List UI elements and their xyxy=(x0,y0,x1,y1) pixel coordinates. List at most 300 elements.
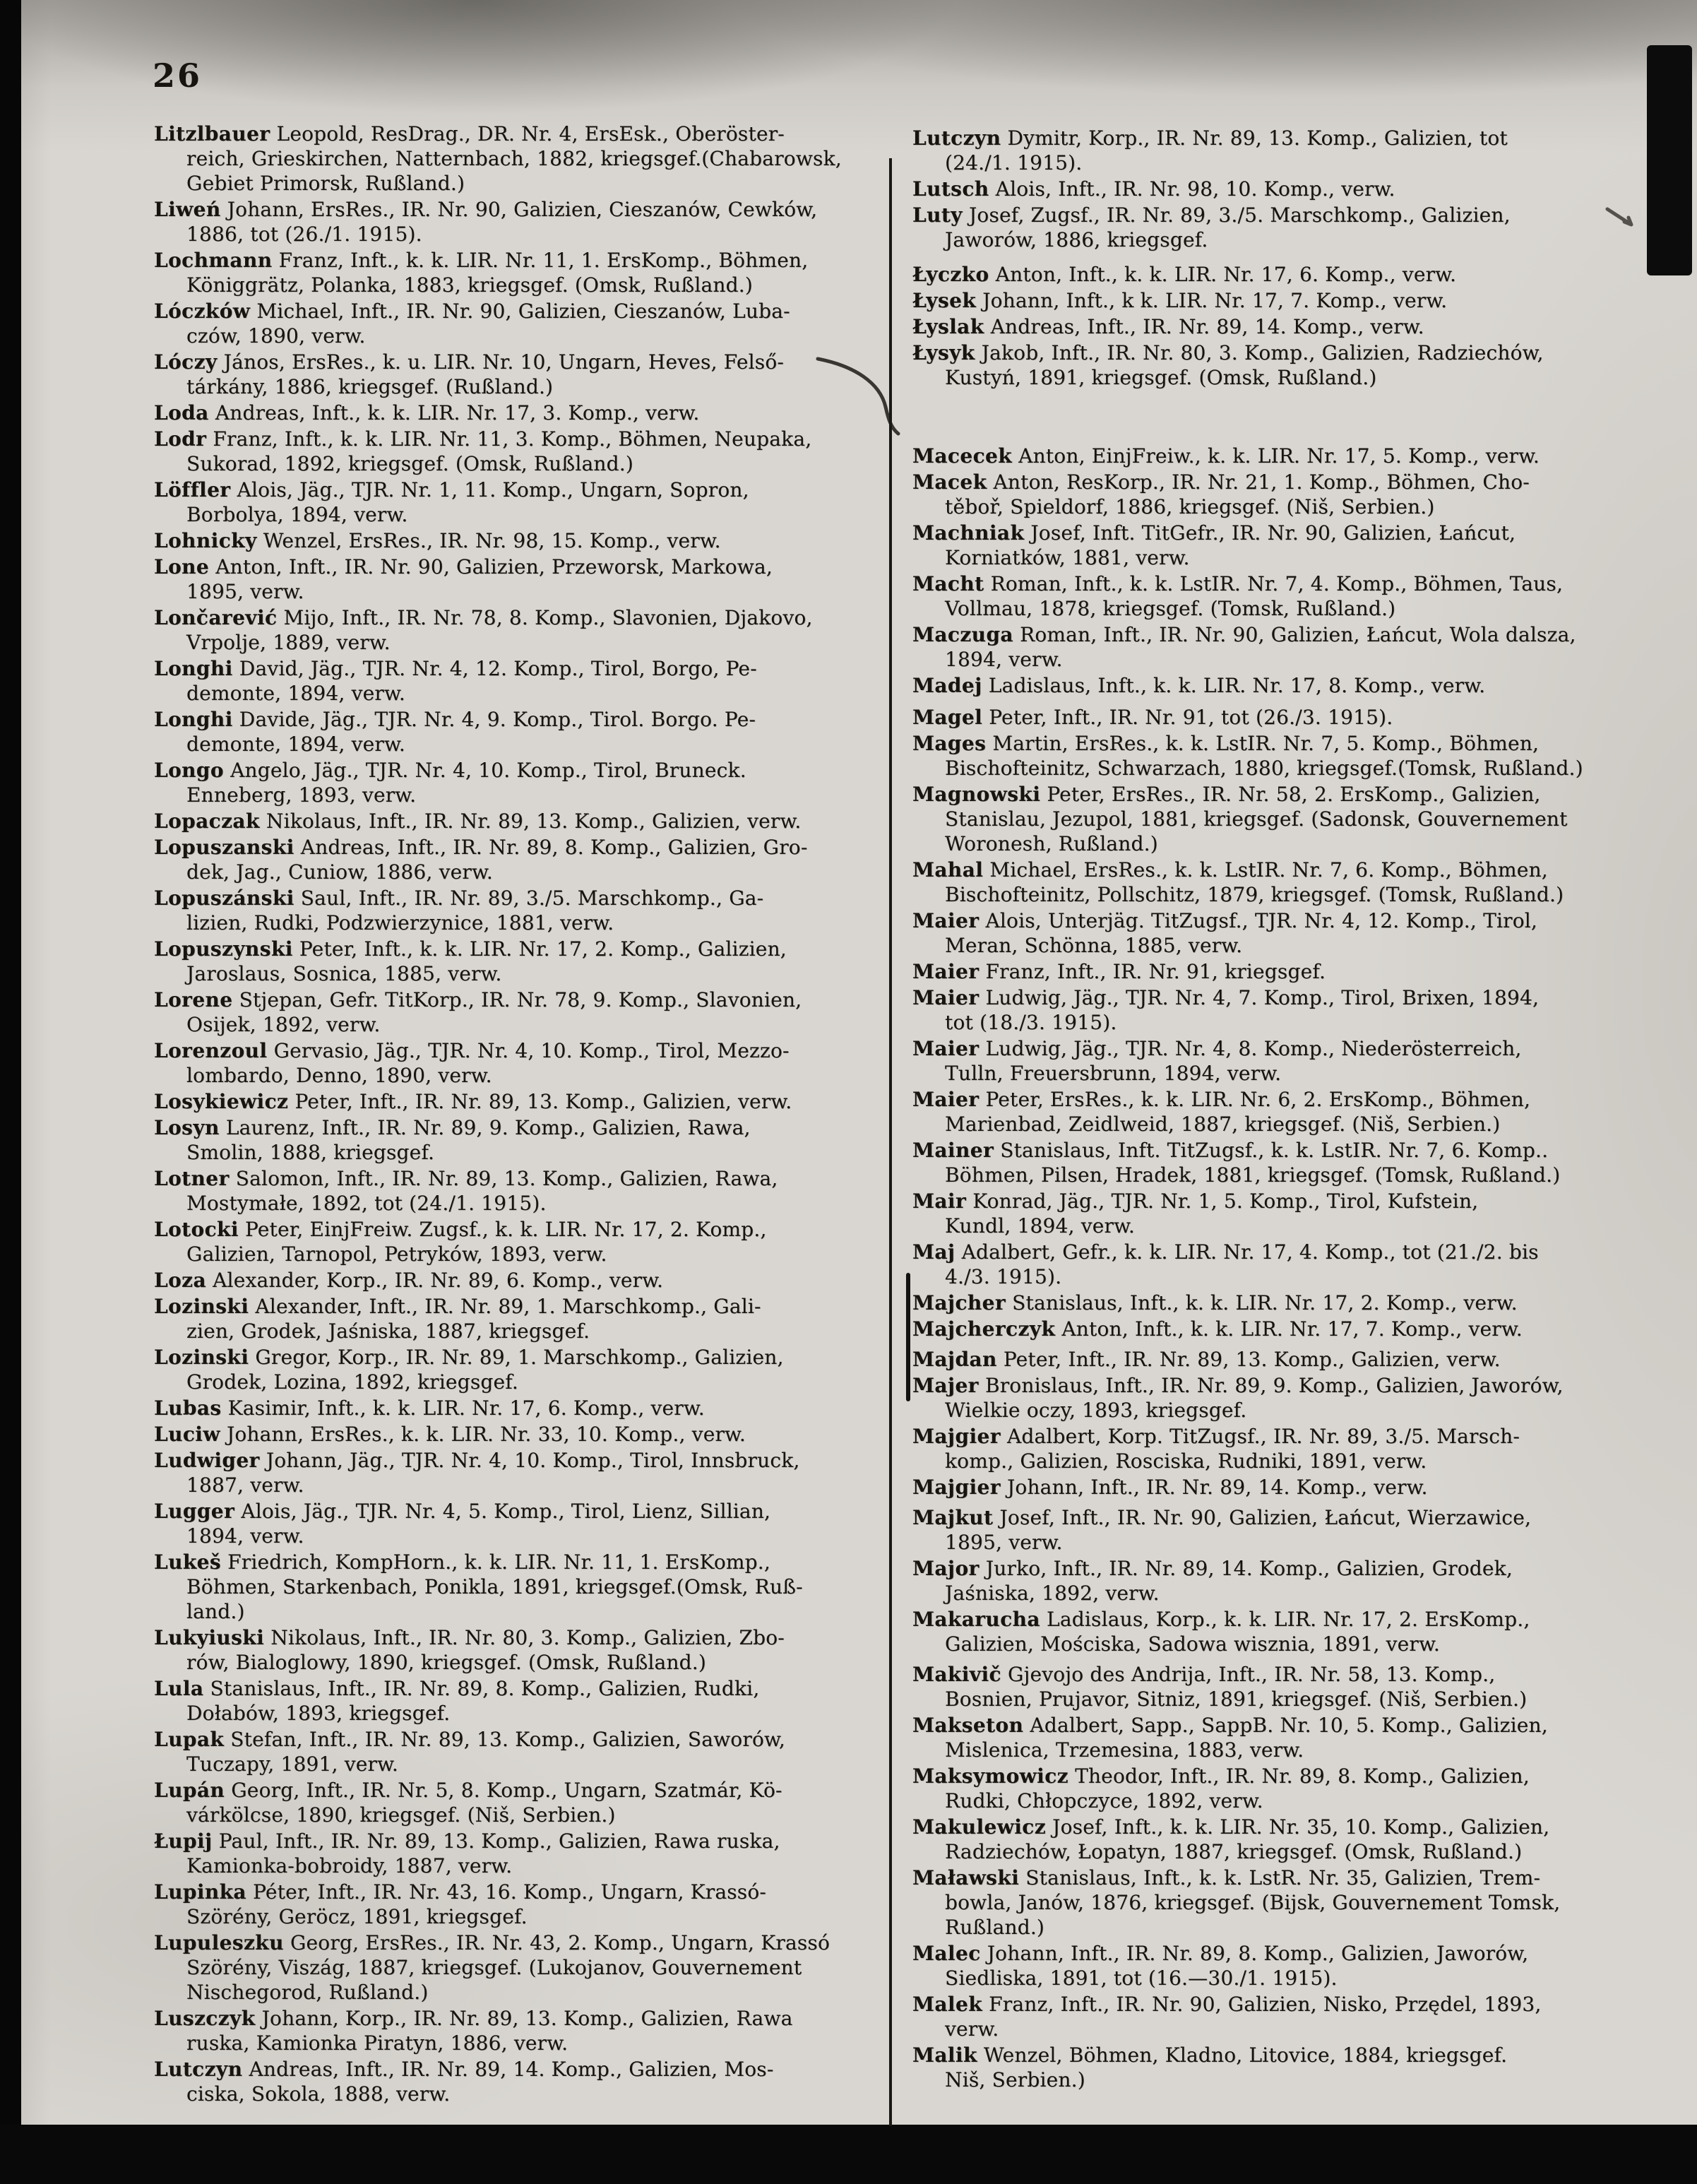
surname: Mair xyxy=(912,1189,967,1213)
casualty-entry xyxy=(912,908,1660,958)
entry-line: zien, Grodek, Jaśniska, 1887, kriegsgef. xyxy=(186,1319,590,1343)
casualty-entry xyxy=(154,886,884,935)
surname: Maksymowicz xyxy=(912,1764,1068,1788)
entry-line: Magel Peter, Inft., IR. Nr. 91, tot (26./3. 1915). xyxy=(912,706,1393,729)
entry-line: Sukorad, 1892, kriegsgef. (Omsk, Rußland.) xyxy=(186,452,633,475)
entry-line: Lubas Kasimir, Inft., k. k. LIR. Nr. 17, 6. Komp., verw. xyxy=(154,1396,705,1420)
surname: Luty xyxy=(912,203,963,227)
surname: Malek xyxy=(912,1993,982,2016)
entry-line: Lodr Franz, Inft., k. k. LIR. Nr. 11, 3. Komp., Böhmen, Neupaka, xyxy=(154,427,812,451)
surname: Lukeš xyxy=(154,1550,222,1574)
entry-line: Vollmau, 1878, kriegsgef. (Tomsk, Rußland.) xyxy=(945,597,1396,620)
surname: Liweń xyxy=(154,198,221,221)
surname: Ludwiger xyxy=(154,1449,260,1472)
entry-line: Lopuszanski Andreas, Inft., IR. Nr. 89, 8. Komp., Galizien, Gro- xyxy=(154,836,808,859)
entry-line: Lugger Alois, Jäg., TJR. Nr. 4, 5. Komp., Tirol, Lienz, Sillian, xyxy=(154,1500,771,1523)
entry-line: Macek Anton, ResKorp., IR. Nr. 21, 1. Komp., Böhmen, Cho- xyxy=(912,470,1530,494)
casualty-entry xyxy=(912,1347,1660,1372)
entry-line: Maier Franz, Inft., IR. Nr. 91, kriegsgef. xyxy=(912,960,1326,983)
entry-line: Lupak Stefan, Inft., IR. Nr. 89, 13. Komp., Galizien, Saworów, xyxy=(154,1728,785,1751)
casualty-entry xyxy=(154,197,884,247)
casualty-entry xyxy=(154,1727,884,1776)
entry-line: Lutczyn Andreas, Inft., IR. Nr. 89, 14. Komp., Galizien, Mos- xyxy=(154,2058,774,2081)
casualty-entry xyxy=(154,2057,884,2106)
entry-line: Lozinski Gregor, Korp., IR. Nr. 89, 1. Marschkomp., Galizien, xyxy=(154,1346,784,1369)
casualty-entry xyxy=(154,1089,884,1114)
surname: Macek xyxy=(912,470,987,494)
entry-line: Wielkie oczy, 1893, kriegsgef. xyxy=(945,1399,1247,1422)
entry-line: Longhi David, Jäg., TJR. Nr. 4, 12. Komp., Tirol, Borgo, Pe- xyxy=(154,657,757,680)
left-column xyxy=(154,121,884,2108)
surname: Lochmann xyxy=(154,249,273,272)
entry-line: Ludwiger Johann, Jäg., TJR. Nr. 4, 10. Komp., Tirol, Innsbruck, xyxy=(154,1449,800,1472)
entry-line: Lukeš Friedrich, KompHorn., k. k. LIR. Nr. 11, 1. ErsKomp., xyxy=(154,1550,770,1574)
entry-line: Magnowski Peter, ErsRes., IR. Nr. 58, 2. ErsKomp., Galizien, xyxy=(912,783,1541,806)
entry-line: Malek Franz, Inft., IR. Nr. 90, Galizien, Nisko, Przędel, 1893, xyxy=(912,1993,1542,2016)
entry-line: Lóczy János, ErsRes., k. u. LIR. Nr. 10, Ungarn, Heves, Felső- xyxy=(154,350,785,374)
casualty-entry xyxy=(154,605,884,655)
surname: Łysyk xyxy=(912,341,975,364)
entry-line: czów, 1890, verw. xyxy=(186,324,366,348)
entry-line: Meran, Schönna, 1885, verw. xyxy=(945,934,1243,957)
casualty-entry xyxy=(912,470,1660,519)
entry-line: Löffler Alois, Jäg., TJR. Nr. 1, 11. Komp., Ungarn, Sopron, xyxy=(154,478,749,502)
entry-line: těboř, Spieldorf, 1886, kriegsgef. (Niš, Serbien.) xyxy=(945,495,1435,518)
entry-line: Nischegorod, Rußland.) xyxy=(186,1981,429,2004)
entry-line: dek, Jag., Cuniow, 1886, verw. xyxy=(186,860,493,884)
casualty-entry xyxy=(912,521,1660,570)
entry-line: Gebiet Primorsk, Rußland.) xyxy=(186,172,465,195)
entry-line: Losyn Laurenz, Inft., IR. Nr. 89, 9. Komp., Galizien, Rawa, xyxy=(154,1116,751,1139)
casualty-entry xyxy=(154,554,884,604)
entry-line: Dołabów, 1893, kriegsgef. xyxy=(186,1702,451,1725)
casualty-entry xyxy=(154,248,884,297)
entry-line: Kustyń, 1891, kriegsgef. (Omsk, Rußland.) xyxy=(945,366,1377,389)
casualty-entry xyxy=(912,1290,1660,1315)
casualty-entry xyxy=(912,1607,1660,1656)
entry-line: Makarucha Ladislaus, Korp., k. k. LIR. Nr. 17, 2. ErsKomp., xyxy=(912,1608,1530,1631)
entry-line: Lupuleszku Georg, ErsRes., IR. Nr. 43, 2. Komp., Ungarn, Krassó xyxy=(154,1931,830,1954)
entry-line: Niš, Serbien.) xyxy=(945,2068,1085,2091)
entry-line: Luty Josef, Zugsf., IR. Nr. 89, 3./5. Marschkomp., Galizien, xyxy=(912,203,1511,227)
entry-line: Macecek Anton, EinjFreiw., k. k. LIR. Nr. 17, 5. Komp., verw. xyxy=(912,444,1540,468)
entry-line: Lukyiuski Nikolaus, Inft., IR. Nr. 80, 3. Komp., Galizien, Zbo- xyxy=(154,1626,785,1649)
casualty-entry xyxy=(154,1676,884,1726)
entry-line: Jaworów, 1886, kriegsgef. xyxy=(945,228,1208,251)
surname: Loza xyxy=(154,1269,207,1292)
casualty-entry xyxy=(912,314,1660,339)
surname: Lone xyxy=(154,555,210,578)
entry-line: Kundl, 1894, verw. xyxy=(945,1214,1136,1238)
casualty-entry xyxy=(912,1713,1660,1762)
casualty-entry xyxy=(912,782,1660,856)
entry-line: Lutsch Alois, Inft., IR. Nr. 98, 10. Komp., verw. xyxy=(912,177,1395,201)
surname: Makulewicz xyxy=(912,1815,1047,1839)
surname: Majdan xyxy=(912,1348,997,1371)
casualty-entry xyxy=(912,1317,1660,1341)
surname: Maier xyxy=(912,986,980,1009)
casualty-entry xyxy=(154,1778,884,1827)
surname: Lutczyn xyxy=(154,2058,243,2081)
entry-line: Stanislau, Jezupol, 1881, kriegsgef. (Sadonsk, Gouvernement xyxy=(945,807,1568,831)
casualty-entry xyxy=(154,1422,884,1447)
casualty-entry xyxy=(912,1424,1660,1473)
entry-line: lombardo, Denno, 1890, verw. xyxy=(186,1064,492,1087)
casualty-entry xyxy=(912,1865,1660,1940)
casualty-entry xyxy=(154,1217,884,1266)
entry-line: Loda Andreas, Inft., k. k. LIR. Nr. 17, 3. Komp., verw. xyxy=(154,401,700,425)
entry-line: Korniatków, 1881, verw. xyxy=(945,546,1190,569)
surname: Maier xyxy=(912,960,980,983)
entry-line: Jaśniska, 1892, verw. xyxy=(945,1581,1160,1605)
entry-line: Majer Bronislaus, Inft., IR. Nr. 89, 9. Komp., Galizien, Jaworów, xyxy=(912,1374,1564,1397)
surname: Luszczyk xyxy=(154,2007,256,2030)
entry-line: Lohnicky Wenzel, ErsRes., IR. Nr. 98, 15. Komp., verw. xyxy=(154,529,721,552)
surname: Lukyiuski xyxy=(154,1626,265,1649)
entry-line: Majcherczyk Anton, Inft., k. k. LIR. Nr. 17, 7. Komp., verw. xyxy=(912,1317,1523,1341)
surname: Magel xyxy=(912,706,983,729)
casualty-entry xyxy=(154,528,884,553)
entry-line: verw. xyxy=(945,2017,999,2041)
entry-line: Lóczków Michael, Inft., IR. Nr. 90, Galizien, Cieszanów, Luba- xyxy=(154,299,790,323)
entry-line: Enneberg, 1893, verw. xyxy=(186,783,417,807)
casualty-entry xyxy=(154,1268,884,1293)
surname: Makseton xyxy=(912,1714,1024,1737)
casualty-entry xyxy=(154,350,884,399)
entry-line: Szörény, Geröcz, 1891, kriegsgef. xyxy=(186,1905,528,1928)
page-number: 26 xyxy=(153,57,203,95)
entry-line: Marienbad, Zeidlweid, 1887, kriegsgef. (Niš, Serbien.) xyxy=(945,1112,1501,1136)
surname: Majkut xyxy=(912,1506,994,1529)
entry-line: ciska, Sokola, 1888, verw. xyxy=(186,2082,451,2106)
entry-line: Lorenzoul Gervasio, Jäg., TJR. Nr. 4, 10. Komp., Tirol, Mezzo- xyxy=(154,1039,790,1062)
entry-line: ruska, Kamionka Piratyn, 1886, verw. xyxy=(186,2031,568,2055)
casualty-entry xyxy=(154,1115,884,1165)
casualty-entry xyxy=(912,959,1660,984)
casualty-entry xyxy=(912,2043,1660,2092)
entry-line: Bischofteinitz, Pollschitz, 1879, kriegsgef. (Tomsk, Rußland.) xyxy=(945,883,1564,906)
surname: Lóczy xyxy=(154,350,218,374)
surname: Longhi xyxy=(154,657,233,680)
entry-line: Łysyk Jakob, Inft., IR. Nr. 80, 3. Komp., Galizien, Radziechów, xyxy=(912,341,1544,364)
casualty-entry xyxy=(154,656,884,706)
casualty-entry xyxy=(154,1396,884,1420)
entry-line: Liweń Johann, ErsRes., IR. Nr. 90, Galizien, Cieszanów, Cewków, xyxy=(154,198,818,221)
casualty-entry xyxy=(154,1829,884,1878)
surname: Lozinski xyxy=(154,1295,249,1318)
entry-line: (24./1. 1915). xyxy=(945,151,1083,174)
casualty-entry xyxy=(912,1087,1660,1136)
surname: Litzlbauer xyxy=(154,122,270,146)
entry-line: Mages Martin, ErsRes., k. k. LstIR. Nr. 7, 5. Komp., Böhmen, xyxy=(912,732,1540,755)
entry-line: Machniak Josef, Inft. TitGefr., IR. Nr. 90, Galizien, Łańcut, xyxy=(912,521,1516,545)
surname: Maj xyxy=(912,1240,955,1264)
surname: Machniak xyxy=(912,521,1025,545)
film-edge-left xyxy=(0,0,21,2184)
surname: Mages xyxy=(912,732,987,755)
casualty-entry xyxy=(154,299,884,348)
casualty-entry xyxy=(912,1662,1660,1711)
entry-line: Mahal Michael, ErsRes., k. k. LstIR. Nr. 7, 6. Komp., Böhmen, xyxy=(912,858,1548,882)
surname: Mahal xyxy=(912,858,984,882)
entry-line: tot (18./3. 1915). xyxy=(945,1011,1117,1034)
entry-line: Smolin, 1888, kriegsgef. xyxy=(186,1141,435,1164)
entry-line: Malik Wenzel, Böhmen, Kladno, Litovice, 1884, kriegsgef. xyxy=(912,2043,1508,2067)
entry-line: Bosnien, Prujavor, Sitniz, 1891, kriegsgef. (Niš, Serbien.) xyxy=(945,1687,1528,1711)
surname: Lutczyn xyxy=(912,126,1001,150)
right-column xyxy=(912,126,1660,2094)
entry-line: Longhi Davide, Jäg., TJR. Nr. 4, 9. Komp., Tirol. Borgo. Pe- xyxy=(154,708,756,731)
casualty-entry xyxy=(912,1138,1660,1187)
entry-line: 1895, verw. xyxy=(186,580,304,603)
surname: Lupán xyxy=(154,1779,225,1802)
entry-line: Lorene Stjepan, Gefr. TitKorp., IR. Nr. 78, 9. Komp., Slavonien, xyxy=(154,988,802,1011)
surname: Lodr xyxy=(154,427,207,451)
entry-line: Grodek, Lozina, 1892, kriegsgef. xyxy=(186,1370,518,1394)
entry-line: 1887, verw. xyxy=(186,1473,304,1497)
surname: Makarucha xyxy=(912,1608,1040,1631)
film-edge-bottom xyxy=(0,2125,1697,2184)
entry-line: Lupinka Péter, Inft., IR. Nr. 43, 16. Komp., Ungarn, Krassó- xyxy=(154,1880,767,1904)
surname: Lorenzoul xyxy=(154,1039,268,1062)
entry-line: lizien, Rudki, Podzwierzynice, 1881, verw. xyxy=(186,911,614,934)
casualty-entry xyxy=(912,857,1660,907)
surname: Madej xyxy=(912,674,982,697)
entry-line: Maj Adalbert, Gefr., k. k. LIR. Nr. 17, 4. Komp., tot (21./2. bis xyxy=(912,1240,1539,1264)
casualty-entry xyxy=(912,1475,1660,1500)
entry-line: Łyczko Anton, Inft., k. k. LIR. Nr. 17, 6. Komp., verw. xyxy=(912,263,1457,286)
entry-line: Major Jurko, Inft., IR. Nr. 89, 14. Komp., Galizien, Grodek, xyxy=(912,1557,1513,1580)
surname: Mainer xyxy=(912,1139,994,1162)
entry-line: land.) xyxy=(186,1600,245,1623)
entry-line: Borbolya, 1894, verw. xyxy=(186,503,408,526)
surname: Łyslak xyxy=(912,315,984,338)
surname: Majgier xyxy=(912,1476,1001,1499)
casualty-entry xyxy=(154,987,884,1037)
entry-line: Makulewicz Josef, Inft., k. k. LIR. Nr. 35, 10. Komp., Galizien, xyxy=(912,1815,1550,1839)
surname: Lutsch xyxy=(912,177,989,201)
casualty-entry xyxy=(912,444,1660,468)
casualty-entry xyxy=(912,203,1660,252)
surname: Lopaczak xyxy=(154,809,260,833)
casualty-entry xyxy=(912,1815,1660,1864)
entry-line: Lupán Georg, Inft., IR. Nr. 5, 8. Komp., Ungarn, Szatmár, Kö- xyxy=(154,1779,782,1802)
entry-line: rów, Bialoglowy, 1890, kriegsgef. (Omsk, Rußland.) xyxy=(186,1651,707,1674)
entry-line: Mostymałe, 1892, tot (24./1. 1915). xyxy=(186,1192,547,1215)
entry-line: Longo Angelo, Jäg., TJR. Nr. 4, 10. Komp., Tirol, Bruneck. xyxy=(154,759,746,782)
casualty-entry xyxy=(912,705,1660,730)
surname: Lopuszynski xyxy=(154,937,293,961)
casualty-entry xyxy=(154,1550,884,1624)
surname: Longo xyxy=(154,759,224,782)
entry-line: várkölcse, 1890, kriegsgef. (Niš, Serbien.) xyxy=(186,1803,616,1827)
entry-line: Lone Anton, Inft., IR. Nr. 90, Galizien, Przeworsk, Markowa, xyxy=(154,555,773,578)
entry-line: Lopuszynski Peter, Inft., k. k. LIR. Nr. 17, 2. Komp., Galizien, xyxy=(154,937,787,961)
entry-line: Kamionka-bobroidy, 1887, verw. xyxy=(186,1854,513,1877)
casualty-entry xyxy=(154,835,884,884)
casualty-entry xyxy=(154,1930,884,2005)
surname: Lóczków xyxy=(154,299,251,323)
entry-line: Łysek Johann, Inft., k k. LIR. Nr. 17, 7. Komp., verw. xyxy=(912,289,1448,312)
casualty-entry xyxy=(154,758,884,807)
casualty-entry xyxy=(912,288,1660,313)
entry-line: 4./3. 1915). xyxy=(945,1265,1062,1288)
surname: Loda xyxy=(154,401,209,425)
surname: Lupak xyxy=(154,1728,225,1751)
casualty-entry xyxy=(154,1448,884,1497)
entry-line: 1886, tot (26./1. 1915). xyxy=(186,222,422,246)
entry-line: Szörény, Viszág, 1887, kriegsgef. (Lukojanov, Gouvernement xyxy=(186,1956,802,1979)
casualty-entry xyxy=(912,731,1660,781)
casualty-entry xyxy=(154,1345,884,1394)
surname: Majer xyxy=(912,1374,979,1397)
entry-line: Radziechów, Łopatyn, 1887, kriegsgef. (Omsk, Rußland.) xyxy=(945,1840,1523,1863)
entry-line: Madej Ladislaus, Inft., k. k. LIR. Nr. 17, 8. Komp., verw. xyxy=(912,674,1486,697)
surname: Maier xyxy=(912,909,980,932)
entry-line: Mislenica, Trzemesina, 1883, verw. xyxy=(945,1738,1304,1762)
entry-line: Lopaczak Nikolaus, Inft., IR. Nr. 89, 13. Komp., Galizien, verw. xyxy=(154,809,802,833)
surname: Losyn xyxy=(154,1116,220,1139)
entry-line: Woronesh, Rußland.) xyxy=(945,832,1158,855)
casualty-entry xyxy=(154,1038,884,1088)
surname: Maławski xyxy=(912,1866,1020,1889)
casualty-entry xyxy=(154,707,884,756)
casualty-entry xyxy=(912,340,1660,390)
surname: Lula xyxy=(154,1677,204,1700)
surname: Lopuszanski xyxy=(154,836,294,859)
entry-line: Vrpolje, 1889, verw. xyxy=(186,631,391,654)
entry-line: Macht Roman, Inft., k. k. LstIR. Nr. 7, 4. Komp., Böhmen, Taus, xyxy=(912,572,1564,595)
entry-line: Malec Johann, Inft., IR. Nr. 89, 8. Komp., Galizien, Jaworów, xyxy=(912,1942,1529,1965)
entry-line: Łyslak Andreas, Inft., IR. Nr. 89, 14. Komp., verw. xyxy=(912,315,1424,338)
entry-line: Lula Stanislaus, Inft., IR. Nr. 89, 8. Komp., Galizien, Rudki, xyxy=(154,1677,760,1700)
surname: Löffler xyxy=(154,478,231,502)
entry-line: 1895, verw. xyxy=(945,1531,1063,1554)
casualty-entry xyxy=(154,1166,884,1216)
entry-line: Majdan Peter, Inft., IR. Nr. 89, 13. Komp., Galizien, verw. xyxy=(912,1348,1501,1371)
surname: Losykiewicz xyxy=(154,1090,289,1113)
casualty-entry xyxy=(912,1036,1660,1086)
entry-line: Königgrätz, Polanka, 1883, kriegsgef. (Omsk, Rußland.) xyxy=(186,273,753,297)
surname: Lončarević xyxy=(154,606,278,629)
entry-line: 1894, verw. xyxy=(186,1524,304,1548)
entry-line: Tulln, Freuersbrunn, 1894, verw. xyxy=(945,1062,1282,1085)
entry-line: Maier Ludwig, Jäg., TJR. Nr. 4, 7. Komp., Tirol, Brixen, 1894, xyxy=(912,986,1540,1009)
entry-line: Lochmann Franz, Inft., k. k. LIR. Nr. 11, 1. ErsKomp., Böhmen, xyxy=(154,249,809,272)
casualty-entry xyxy=(912,1189,1660,1238)
entry-line: bowla, Janów, 1876, kriegsgef. (Bijsk, Gouvernement Tomsk, xyxy=(945,1891,1561,1914)
entry-line: Osijek, 1892, verw. xyxy=(186,1013,381,1036)
surname: Lozinski xyxy=(154,1346,249,1369)
casualty-entry xyxy=(912,571,1660,621)
casualty-entry xyxy=(154,427,884,476)
ink-blot xyxy=(906,1273,910,1401)
surname: Maczuga xyxy=(912,623,1013,646)
casualty-entry xyxy=(912,1764,1660,1813)
entry-line: Rudki, Chłopczyce, 1892, verw. xyxy=(945,1789,1263,1812)
column-divider-rule xyxy=(889,158,892,2126)
entry-line: komp., Galizien, Rosciska, Rudniki, 1891, verw. xyxy=(945,1449,1427,1473)
entry-line: Maczuga Roman, Inft., IR. Nr. 90, Galizien, Łańcut, Wola dalsza, xyxy=(912,623,1576,646)
surname: Longhi xyxy=(154,708,233,731)
surname: Macht xyxy=(912,572,984,595)
surname: Magnowski xyxy=(912,783,1041,806)
entry-line: Lutczyn Dymitr, Korp., IR. Nr. 89, 13. Komp., Galizien, tot xyxy=(912,126,1508,150)
entry-line: Maławski Stanislaus, Inft., k. k. LstR. Nr. 35, Galizien, Trem- xyxy=(912,1866,1541,1889)
surname: Lotner xyxy=(154,1167,230,1190)
entry-line: Maier Alois, Unterjäg. TitZugsf., TJR. Nr. 4, 12. Komp., Tirol, xyxy=(912,909,1538,932)
surname: Luciw xyxy=(154,1423,220,1446)
casualty-entry xyxy=(154,121,884,196)
entry-line: demonte, 1894, verw. xyxy=(186,682,405,705)
surname: Łysek xyxy=(912,289,977,312)
surname: Lubas xyxy=(154,1396,222,1420)
surname: Malik xyxy=(912,2043,977,2067)
surname: Major xyxy=(912,1557,980,1580)
entry-line: Losykiewicz Peter, Inft., IR. Nr. 89, 13. Komp., Galizien, verw. xyxy=(154,1090,792,1113)
casualty-entry xyxy=(912,1992,1660,2041)
casualty-entry xyxy=(912,1556,1660,1606)
entry-line: Lopuszánski Saul, Inft., IR. Nr. 89, 3./5. Marschkomp., Ga- xyxy=(154,886,764,910)
entry-line: 1894, verw. xyxy=(945,648,1063,671)
casualty-entry xyxy=(154,809,884,833)
entry-line: Majkut Josef, Inft., IR. Nr. 90, Galizien, Łańcut, Wierzawice, xyxy=(912,1506,1532,1529)
entry-line: Lozinski Alexander, Inft., IR. Nr. 89, 1. Marschkomp., Gali- xyxy=(154,1295,761,1318)
entry-line: Bischofteinitz, Schwarzach, 1880, kriegsgef.(Tomsk, Rußland.) xyxy=(945,756,1583,780)
entry-line: Maier Ludwig, Jäg., TJR. Nr. 4, 8. Komp., Niederösterreich, xyxy=(912,1037,1522,1060)
entry-line: Luszczyk Johann, Korp., IR. Nr. 89, 13. Komp., Galizien, Rawa xyxy=(154,2007,793,2030)
entry-line: Jaroslaus, Sosnica, 1885, verw. xyxy=(186,962,502,985)
entry-line: Tuczapy, 1891, verw. xyxy=(186,1752,399,1776)
casualty-entry xyxy=(154,1625,884,1675)
entry-line: Loza Alexander, Korp., IR. Nr. 89, 6. Komp., verw. xyxy=(154,1269,664,1292)
surname: Lugger xyxy=(154,1500,235,1523)
surname: Majcher xyxy=(912,1291,1006,1314)
casualty-entry xyxy=(912,1373,1660,1423)
entry-line: Majcher Stanislaus, Inft., k. k. LIR. Nr. 17, 2. Komp., verw. xyxy=(912,1291,1518,1314)
casualty-entry xyxy=(912,1941,1660,1990)
surname: Lupuleszku xyxy=(154,1931,284,1954)
surname: Majgier xyxy=(912,1425,1001,1448)
casualty-entry xyxy=(912,177,1660,201)
surname: Lorene xyxy=(154,988,233,1011)
surname: Lotocki xyxy=(154,1218,239,1241)
entry-line: Rußland.) xyxy=(945,1916,1045,1939)
casualty-entry xyxy=(154,400,884,425)
surname: Macecek xyxy=(912,444,1013,468)
casualty-entry xyxy=(154,477,884,527)
entry-line: Böhmen, Starkenbach, Ponikla, 1891, kriegsgef.(Omsk, Ruß- xyxy=(186,1575,803,1598)
entry-line: Majgier Johann, Inft., IR. Nr. 89, 14. Komp., verw. xyxy=(912,1476,1428,1499)
casualty-entry xyxy=(912,1240,1660,1289)
entry-line: Majgier Adalbert, Korp. TitZugsf., IR. Nr. 89, 3./5. Marsch- xyxy=(912,1425,1520,1448)
surname: Makivič xyxy=(912,1663,1001,1686)
surname: Łupij xyxy=(154,1829,213,1853)
entry-line: demonte, 1894, verw. xyxy=(186,732,405,756)
surname: Majcherczyk xyxy=(912,1317,1056,1341)
entry-line: reich, Grieskirchen, Natternbach, 1882, kriegsgef.(Chabarowsk, xyxy=(186,147,842,170)
casualty-entry xyxy=(912,673,1660,698)
casualty-entry xyxy=(912,622,1660,672)
entry-line: Galizien, Mościska, Sadowa wisznia, 1891, verw. xyxy=(945,1632,1440,1656)
entry-line: Łupij Paul, Inft., IR. Nr. 89, 13. Komp., Galizien, Rawa ruska, xyxy=(154,1829,780,1853)
entry-line: Litzlbauer Leopold, ResDrag., DR. Nr. 4, ErsEsk., Oberöster- xyxy=(154,122,785,146)
surname: Łyczko xyxy=(912,263,989,286)
entry-line: Maksymowicz Theodor, Inft., IR. Nr. 89, 8. Komp., Galizien, xyxy=(912,1764,1530,1788)
surname: Lohnicky xyxy=(154,529,257,552)
entry-line: tárkány, 1886, kriegsgef. (Rußland.) xyxy=(186,375,554,398)
surname: Maier xyxy=(912,1088,980,1111)
